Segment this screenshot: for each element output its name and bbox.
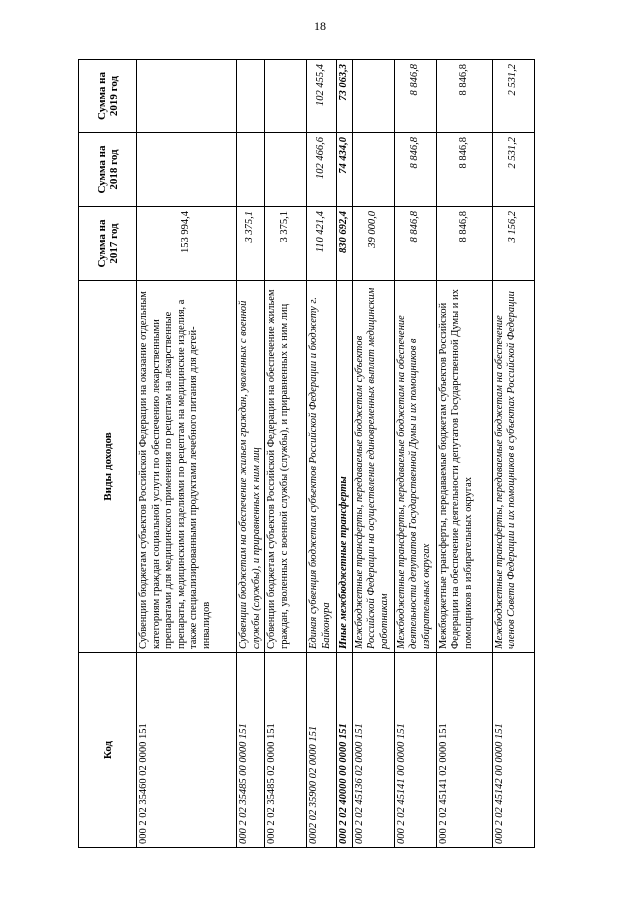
- row-2018: 8 846,8: [436, 133, 492, 207]
- row-2018: 102 466,6: [307, 133, 337, 207]
- table-row: [137, 60, 237, 848]
- table-row: [394, 60, 436, 848]
- row-desc: Межбюджетные трансферты, передаваемые бюджетам на обеспечение деятельности депутатов Государственной Думы и их помощников в избирательных округах: [394, 281, 436, 653]
- row-2018: [352, 133, 394, 207]
- table-row: [265, 60, 307, 848]
- table-row: [352, 60, 394, 848]
- table-row: [492, 60, 534, 848]
- row-code: 000 2 02 45142 00 0000 151: [492, 653, 534, 848]
- row-2018: 74 434,0: [337, 133, 353, 207]
- table-row: [337, 60, 353, 848]
- row-2019: 8 846,8: [394, 60, 436, 133]
- row-2019: [237, 60, 265, 133]
- row-2017: 8 846,8: [436, 207, 492, 281]
- header-2019: Сумма на 2019 год: [79, 60, 137, 133]
- row-desc: Единая субвенция бюджетам субъектов Российской Федерации и бюджету г. Байконура: [307, 281, 337, 653]
- rotated-table-wrapper: [78, 60, 532, 848]
- header-2017: Сумма на 2017 год: [79, 207, 137, 281]
- row-code: 000 2 02 45136 02 0000 151: [352, 653, 394, 848]
- row-2017: 110 421,4: [307, 207, 337, 281]
- row-2019: [137, 60, 237, 133]
- row-code: 000 2 02 45141 00 0000 151: [394, 653, 436, 848]
- row-code: 0002 02 35900 02 0000 151: [307, 653, 337, 848]
- row-2017: 3 375,1: [237, 207, 265, 281]
- row-code: 000 2 02 35485 02 0000 151: [265, 653, 307, 848]
- row-2018: [237, 133, 265, 207]
- header-code: Код: [79, 653, 137, 848]
- row-desc: Субвенции бюджетам на обеспечение жильем граждан, уволенных с военной службы (службы), и приравненных к ним лиц: [237, 281, 265, 653]
- row-desc: Субвенции бюджетам субъектов Российской Федерации на оказание отдельным категориям граждан социальной услуги по обеспечению лекарственными препаратами для медицинского применения по рецептам на лекарственные препараты, медицинскими изделиями по рецептам на медицинские изделия, а также специализированными продуктами лечебного питания для детей-инвалидов: [137, 281, 237, 653]
- row-code: 000 2 02 35460 02 0000 151: [137, 653, 237, 848]
- page-number: 18: [314, 19, 326, 33]
- row-2019: 73 063,3: [337, 60, 353, 133]
- row-2017: 3 375,1: [265, 207, 307, 281]
- row-2018: 8 846,8: [394, 133, 436, 207]
- row-2017: 8 846,8: [394, 207, 436, 281]
- row-desc: Межбюджетные трансферты, передаваемые бюджетам субъектов Российской Федерации на обеспечение деятельности депутатов Государственной Думы и их помощников в избирательных округах: [436, 281, 492, 653]
- row-2019: [265, 60, 307, 133]
- revenue-table: [78, 59, 535, 848]
- row-2019: 102 455,4: [307, 60, 337, 133]
- row-code: 000 2 02 40000 00 0000 151: [337, 653, 353, 848]
- row-desc: Иные межбюджетные трансферты: [337, 281, 353, 653]
- row-2017: 39 000,0: [352, 207, 394, 281]
- row-2017: 3 156,2: [492, 207, 534, 281]
- header-kind: Виды доходов: [79, 281, 137, 653]
- row-2017: 153 994,4: [137, 207, 237, 281]
- row-code: 000 2 02 45141 02 0000 151: [436, 653, 492, 848]
- row-2018: 2 531,2: [492, 133, 534, 207]
- row-code: 000 2 02 35485 00 0000 151: [237, 653, 265, 848]
- header-2018: Сумма на 2018 год: [79, 133, 137, 207]
- row-2018: [137, 133, 237, 207]
- row-2017: 830 692,4: [337, 207, 353, 281]
- row-2018: [265, 133, 307, 207]
- table-row: [237, 60, 265, 848]
- table-row: [436, 60, 492, 848]
- row-2019: 8 846,8: [436, 60, 492, 133]
- table-row: [307, 60, 337, 848]
- row-desc: Межбюджетные трансферты, передаваемые бюджетам субъектов Российской Федерации на осуществление единовременных выплат медицинским работникам: [352, 281, 394, 653]
- row-desc: Субвенции бюджетам субъектов Российской Федерации на обеспечение жильем граждан, уволенных с военной службы (службы), и приравненных к ним лиц: [265, 281, 307, 653]
- row-2019: [352, 60, 394, 133]
- row-2019: 2 531,2: [492, 60, 534, 133]
- row-desc: Межбюджетные трансферты, передаваемые бюджетам на обеспечение членов Совета Федерации и их помощников в субъектах Российской Федерации: [492, 281, 534, 653]
- table-header-row: [79, 60, 137, 848]
